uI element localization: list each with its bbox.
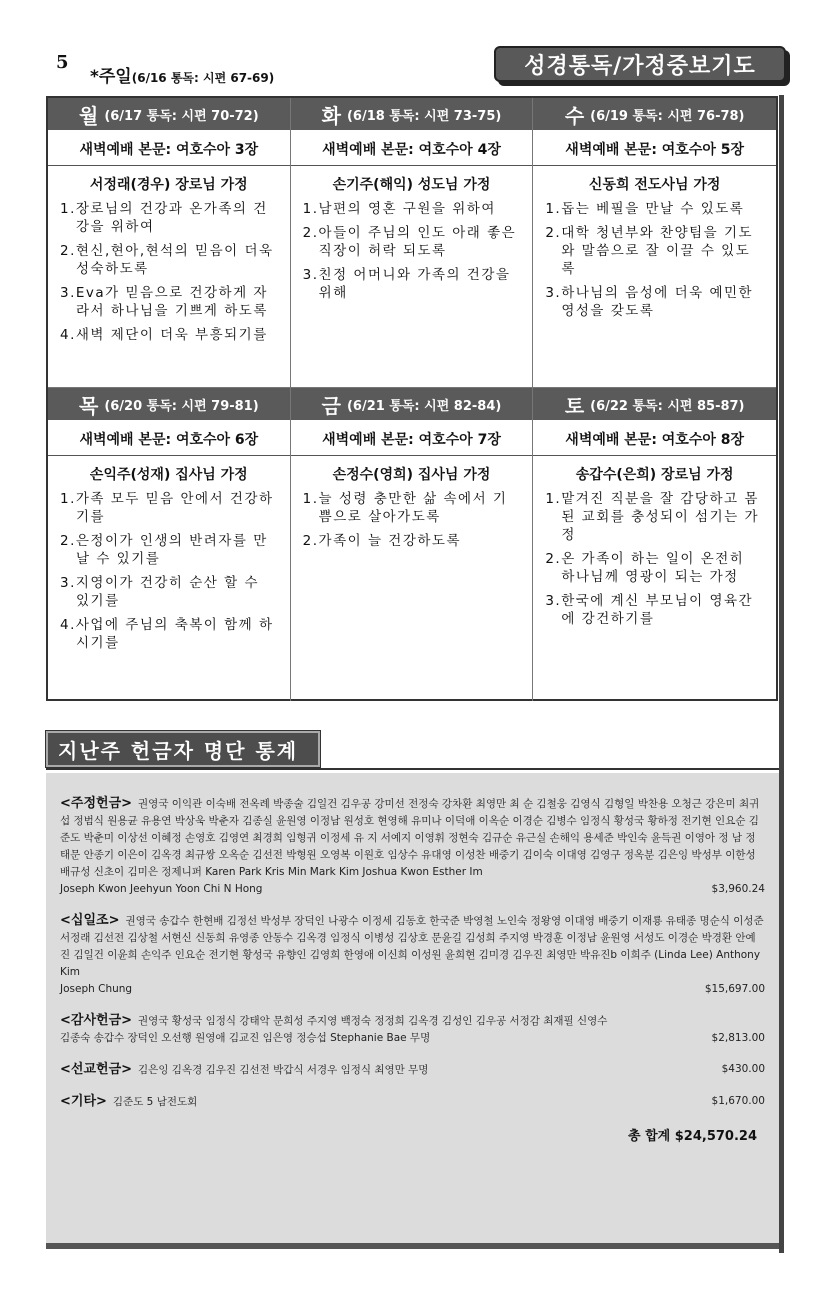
offering-name-tail: 김종숙 송갑수 장덕인 오선행 원영애 김교진 임은영 정승섭 Stephanie Bae 무명 [60,1032,431,1044]
day-name: 월 [78,103,99,128]
offering-section-other [60,1093,765,1111]
prayer-item: 1.장로님의 건강과 온가족의 건강을 위하여 [60,201,268,235]
offering-names [60,1012,765,1030]
day-cell-tue [291,98,534,388]
prayer-item: 3.한국에 계신 부모님이 영육간에 강건하기를 [545,593,754,627]
offering-label: <선교헌금> [60,1062,133,1077]
prayer-item: 2.가족이 늘 건강하도록 [302,533,461,549]
day-family: 손정수(영희) 집사님 가정 [332,467,491,483]
day-reading: (6/21 통독: 시편 82-84) [346,398,502,414]
day-header [533,98,776,132]
day-family: 서정래(경우) 장로님 가정 [89,177,248,193]
prayer-item: 2.온 가족이 하는 일이 온전히 하나님께 영광이 되는 가정 [545,551,745,585]
day-sermon: 새벽예배 본문: 여호수아 6장 [48,422,290,456]
day-reading: (6/18 통독: 시편 73-75) [346,108,502,124]
sunday-reading: (6/16 통독: 시편 67-69) [131,71,275,85]
prayer-item: 2.은정이가 인생의 반려자를 만날 수 있기를 [60,533,268,567]
offering-last-line [60,881,765,898]
prayer-list [533,490,776,628]
prayer-list [291,490,533,550]
day-name: 토 [564,393,585,418]
offering-amount: $1,670.00 [711,1095,765,1107]
offering-amount: $430.00 [721,1063,765,1075]
prayer-list [48,490,290,652]
right-shadow-bar [779,95,784,1253]
prayer-item: 3.Eva가 믿음으로 건강하게 자라서 하나님을 기쁘게 하도록 [60,285,268,319]
day-reading: (6/19 통독: 시편 76-78) [590,108,745,124]
day-reading: (6/22 통독: 시편 85-87) [590,398,745,414]
day-family: 송갑수(은희) 장로님 가정 [575,467,734,483]
prayer-item: 4.사업에 주님의 축복이 함께 하시기를 [60,617,274,651]
day-sermon: 새벽예배 본문: 여호수아 4장 [291,132,533,166]
day-cell-sat [533,388,776,701]
prayer-item: 2.대학 청년부와 찬양팀을 기도와 말씀으로 잘 이끌 수 있도록 [545,225,754,277]
day-sermon: 새벽예배 본문: 여호수아 8장 [533,422,776,456]
offering-section-tithe [60,912,765,998]
offering-label: <기타> [60,1094,107,1109]
offering-name-tail: Joseph Kwon Jeehyun Yoon Chi N Hong [60,883,263,895]
day-sermon: 새벽예배 본문: 여호수아 3장 [48,132,290,166]
offering-names [60,795,765,881]
offering-title-rule [46,768,779,770]
section-title: 성경통독/가정중보기도 [494,46,786,82]
offering-last-line [60,1030,765,1047]
day-header [291,388,533,422]
prayer-item: 2.현신,현아,현석의 믿음이 더욱 성숙하도록 [60,243,274,277]
prayer-item: 3.하나님의 음성에 더욱 예민한 영성을 갖도록 [545,285,754,319]
prayer-list [291,200,533,302]
page-number: 5 [56,52,69,73]
day-cell-fri [291,388,534,701]
offering-name-list: 권영국 황성국 임정식 강태악 문희성 주지영 백정숙 정정희 김옥경 김성인 김우공 서정감 최재필 신영수 [138,1015,608,1027]
offering-names [60,912,765,981]
prayer-list [533,200,776,320]
offering-name-list: 권영국 송갑수 한현배 김정선 박성부 장덕인 나광수 이정세 김동호 한국준 박영철 노인숙 정왕영 이대영 배중기 이재룡 유태종 명순식 이성준 서정래 김선전 김상철 서현신 신동희 유영종 안동수 김옥경 임정식 이병성 김상호 문윤길 김성희 주지영 박경훈 이정남 윤원영 서성도 이경순 박경환 안예진 김일건 이윤희 손익주 인요순 전기현 황성국 유향인 김영희 한영애 이신희 이성원 윤희현 김미경 김우진 최영만 박유진b 이희주 (Linda Lee) Anthony Kim [60,915,764,978]
offering-section-sunday [60,795,765,898]
prayer-schedule-grid [46,96,778,701]
offering-label: <감사헌금> [60,1013,133,1028]
offering-section-thanks [60,1012,765,1047]
day-reading: (6/17 통독: 시편 70-72) [104,108,259,124]
day-reading: (6/20 통독: 시편 79-81) [104,398,259,414]
day-header [291,98,533,132]
offering-label: <십일조> [60,913,120,928]
offering-name-tail: Joseph Chung [60,983,133,995]
day-header [48,388,290,422]
sunday-reading-line [90,62,274,87]
day-header [533,388,776,422]
offering-panel [46,773,779,1243]
offering-label: <주정헌금> [60,796,133,811]
offering-title: 지난주 헌금자 명단 통계 [46,731,320,767]
offering-grand-total: 총 합계 $24,570.24 [628,1129,757,1144]
day-cell-thu [48,388,291,701]
day-name: 화 [321,103,341,128]
prayer-item: 1.돕는 베필을 만날 수 있도록 [545,201,745,217]
offering-amount: $2,813.00 [711,1032,765,1044]
day-cell-wed [533,98,776,388]
prayer-list [48,200,290,344]
offering-name-tail: 김은잉 김옥경 김우진 김선전 박갑식 서경우 임정식 최영만 무명 [138,1064,429,1076]
offering-name-tail: 김준도 5 남전도회 [112,1096,198,1108]
offering-last-line [60,1093,765,1111]
prayer-item: 1.남편의 영혼 구원을 위하여 [302,201,496,217]
prayer-item: 2.아들이 주님의 인도 아래 좋은 직장이 허락 되도록 [302,225,517,259]
prayer-item: 3.지영이가 건강히 순산 할 수 있기를 [60,575,259,609]
day-family: 손익주(성재) 집사님 가정 [89,467,248,483]
prayer-item: 4.새벽 제단이 더욱 부흥되기를 [60,327,268,343]
prayer-item: 1.맡겨진 직분을 잘 감당하고 몸된 교회를 충성되이 섬기는 가정 [545,491,759,543]
day-family: 신동희 전도사님 가정 [588,177,721,193]
day-name: 목 [78,393,99,418]
offering-amount: $3,960.24 [711,883,765,895]
offering-last-line [60,981,765,998]
prayer-item: 3.친정 어머니와 가족의 건강을 위해 [302,267,511,301]
offering-last-line [60,1061,765,1079]
day-family: 손기주(해익) 성도님 가정 [332,177,491,193]
offering-amount: $15,697.00 [704,983,765,995]
day-header [48,98,290,132]
sunday-label: *주일 [90,67,132,87]
day-sermon: 새벽예배 본문: 여호수아 5장 [533,132,776,166]
offering-section-mission [60,1061,765,1079]
day-name: 수 [564,103,585,128]
offering-bottom-bar [46,1243,779,1249]
day-name: 금 [321,393,341,418]
prayer-item: 1.가족 모두 믿음 안에서 건강하기를 [60,491,274,525]
prayer-item: 1.늘 성령 충만한 삶 속에서 기쁨으로 살아가도록 [302,491,508,525]
day-sermon: 새벽예배 본문: 여호수아 7장 [291,422,533,456]
offering-name-list: 권영국 이익관 이숙배 전옥례 박종술 김일건 김우공 강미선 전정숙 강차환 최영만 최 순 김철웅 김영식 김형일 박찬용 오청근 강은미 최귀섭 정범식 원용균 유용연 박상욱 박춘자 김종실 윤원영 이정남 원성호 현영해 유미나 이덕애 이옥순 이경순 김병수 임정식 황성국 황하정 전기현 인요순 김준도 박춘미 이상선 이혜정 손영호 김영연 최경희 임형귀 이정세 유 지 서예지 이영휘 정현숙 김규순 유근실 손해익 용세준 박인숙 윤득권 이영아 정 남 정태문 안종기 이은이 김옥경 최규쌍 오옥순 김선전 박형원 오영복 이원호 임상수 유대영 이성찬 배중기 김이숙 이대영 김영구 정옥분 김은잉 박성부 이한성 배규성 신초이 김미은 정제니퍼 Karen Park Kris Min Mark Kim Joshua Kwon Esther Im [60,798,760,878]
day-cell-mon [48,98,291,388]
